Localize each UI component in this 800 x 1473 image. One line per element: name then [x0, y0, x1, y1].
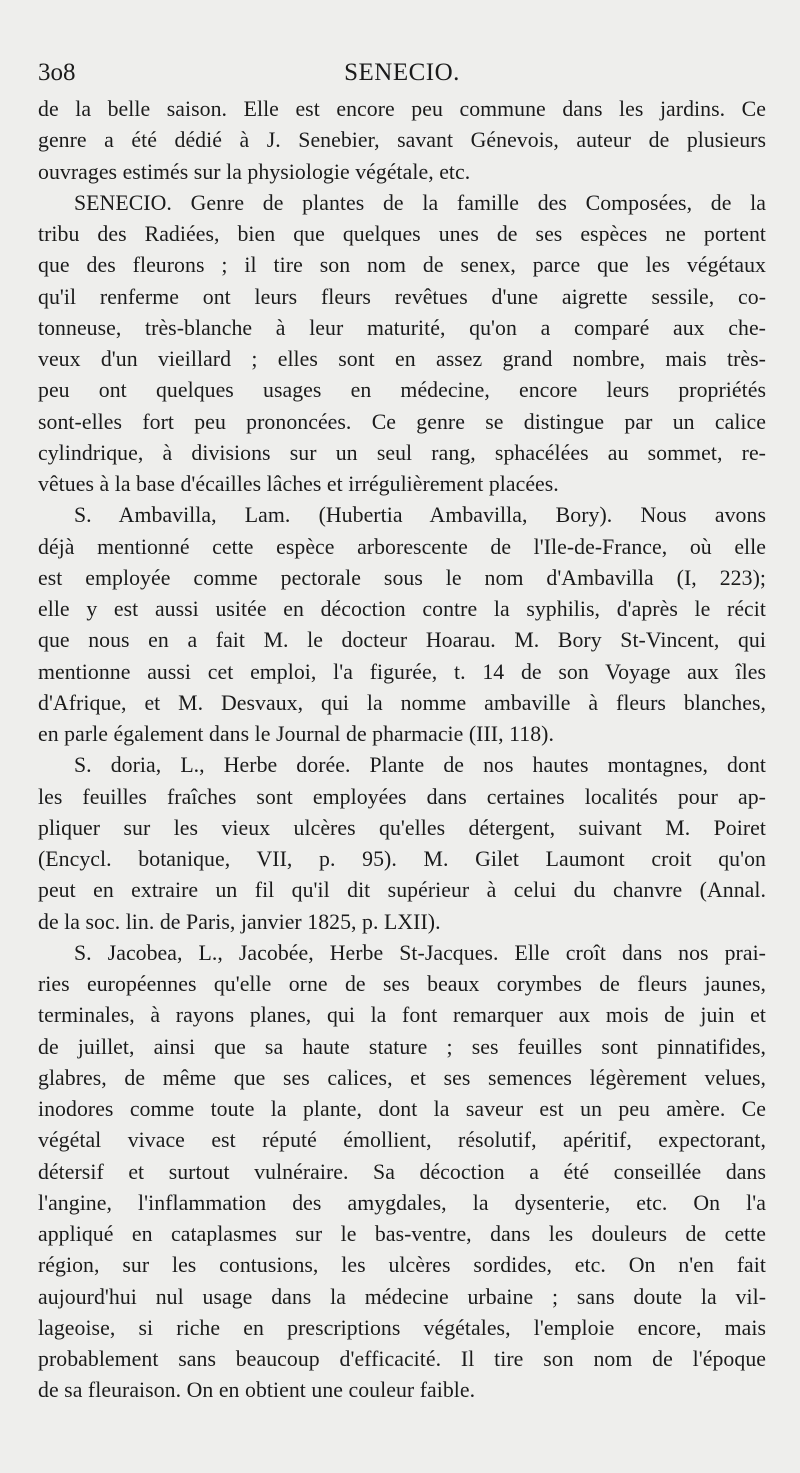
entry-senecio-line: SENECIO. Genre de plantes de la famille des Composées, de la [74, 190, 766, 215]
text-line: d'Afrique, et M. Desvaux, qui la nomme ambaville à fleurs blanches, [38, 690, 766, 715]
text-line: glabres, de même que ses calices, et ses semences légèrement velues, [38, 1065, 766, 1090]
text-line: est employée comme pectorale sous le nom d'Ambavilla (I, 223); [38, 565, 766, 590]
text-line: qu'il renferme ont leurs fleurs revêtues d'une aigrette sessile, co- [38, 284, 766, 309]
text-line: de juillet, ainsi que sa haute stature ; ses feuilles sont pinnatifides, [38, 1034, 766, 1059]
text-line: tribu des Radiées, bien que quelques unes de ses espèces ne portent [38, 222, 766, 246]
text-line: appliqué en cataplasmes sur le bas-ventre, dans les douleurs de cette [38, 1222, 766, 1246]
text-line: terminales, à rayons planes, qui la font remarquer aux mois de juin et [38, 1003, 766, 1028]
text-line: les feuilles fraîches sont employées dans certaines localités pour ap- [38, 784, 766, 809]
text-line: que des fleurons ; il tire son nom de senex, parce que les végétaux [38, 253, 766, 278]
text-line: ouvrages estimés sur la physiologie végétale, etc. [38, 159, 471, 184]
page-header [38, 58, 766, 94]
text-line: peu ont quelques usages en médecine, encore leurs propriétés [38, 378, 766, 403]
text-line: elle y est aussi usitée en décoction contre la syphilis, d'après le récit [38, 597, 766, 621]
text-line: vêtues à la base d'écailles lâches et irrégulièrement placées. [38, 472, 559, 496]
text-line: probablement sans beaucoup d'efficacité. Il tire son nom de l'époque [38, 1347, 766, 1371]
text-line: peut en extraire un fil qu'il dit supérieur à celui du chanvre (Annal. [38, 878, 766, 903]
text-line: de la soc. lin. de Paris, janvier 1825, p. LXII). [38, 909, 441, 934]
text-line: mentionne aussi cet emploi, l'a figurée, t. 14 de son Voyage aux îles [38, 659, 766, 684]
text-line: ries européennes qu'elle orne de ses beaux corymbes de fleurs jaunes, [38, 972, 766, 996]
text-line: région, sur les contusions, les ulcères sordides, etc. On n'en fait [38, 1253, 766, 1278]
entry-jacobea-line: S. Jacobea, L., Jacobée, Herbe St-Jacques. Elle croît dans nos prai- [74, 940, 766, 965]
text-line: (Encycl. botanique, VII, p. 95). M. Gilet Laumont croit qu'on [38, 847, 766, 871]
text-line: détersif et surtout vulnéraire. Sa décoction a été conseillée dans [38, 1159, 766, 1184]
entry-ambavilla-line: S. Ambavilla, Lam. (Hubertia Ambavilla, Bory). Nous avons [74, 503, 766, 528]
text-line: tonneuse, très-blanche à leur maturité, qu'on a comparé aux che- [38, 315, 766, 340]
text-line: en parle également dans le Journal de pharmacie (III, 118). [38, 722, 554, 746]
text-line: genre a été dédié à J. Senebier, savant Génevois, auteur de plusieurs [38, 128, 766, 153]
running-head: SENECIO. [344, 59, 460, 86]
text-line: veux d'un vieillard ; elles sont en assez grand nombre, mais très- [38, 347, 766, 371]
entry-doria-line: S. doria, L., Herbe dorée. Plante de nos hautes montagnes, dont [74, 753, 766, 778]
text-line: cylindrique, à divisions sur un seul rang, sphacélées au sommet, re- [38, 440, 766, 465]
text-line: sont-elles fort peu prononcées. Ce genre se distingue par un calice [38, 409, 766, 434]
text-line: inodores comme toute la plante, dont la saveur est un peu amère. Ce [38, 1097, 766, 1121]
text-line: l'angine, l'inflammation des amygdales, la dysenterie, etc. On l'a [38, 1190, 766, 1215]
text-line: pliquer sur les vieux ulcères qu'elles détergent, suivant M. Poiret [38, 815, 766, 840]
text-line: de la belle saison. Elle est encore peu commune dans les jardins. Ce [38, 97, 766, 121]
text-line: de sa fleuraison. On en obtient une couleur faible. [38, 1378, 476, 1403]
body-text [38, 94, 766, 1407]
text-line: végétal vivace est réputé émollient, résolutif, apéritif, expectorant, [38, 1128, 766, 1153]
text-line: lageoise, si riche en prescriptions végétales, l'emploie encore, mais [38, 1315, 766, 1340]
text-line: déjà mentionné cette espèce arborescente de l'Ile-de-France, où elle [38, 534, 766, 559]
text-line: aujourd'hui nul usage dans la médecine urbaine ; sans doute la vil- [38, 1284, 766, 1309]
page-number: 3o8 [38, 59, 76, 86]
text-line: que nous en a fait M. le docteur Hoarau. M. Bory St-Vincent, qui [38, 628, 766, 653]
